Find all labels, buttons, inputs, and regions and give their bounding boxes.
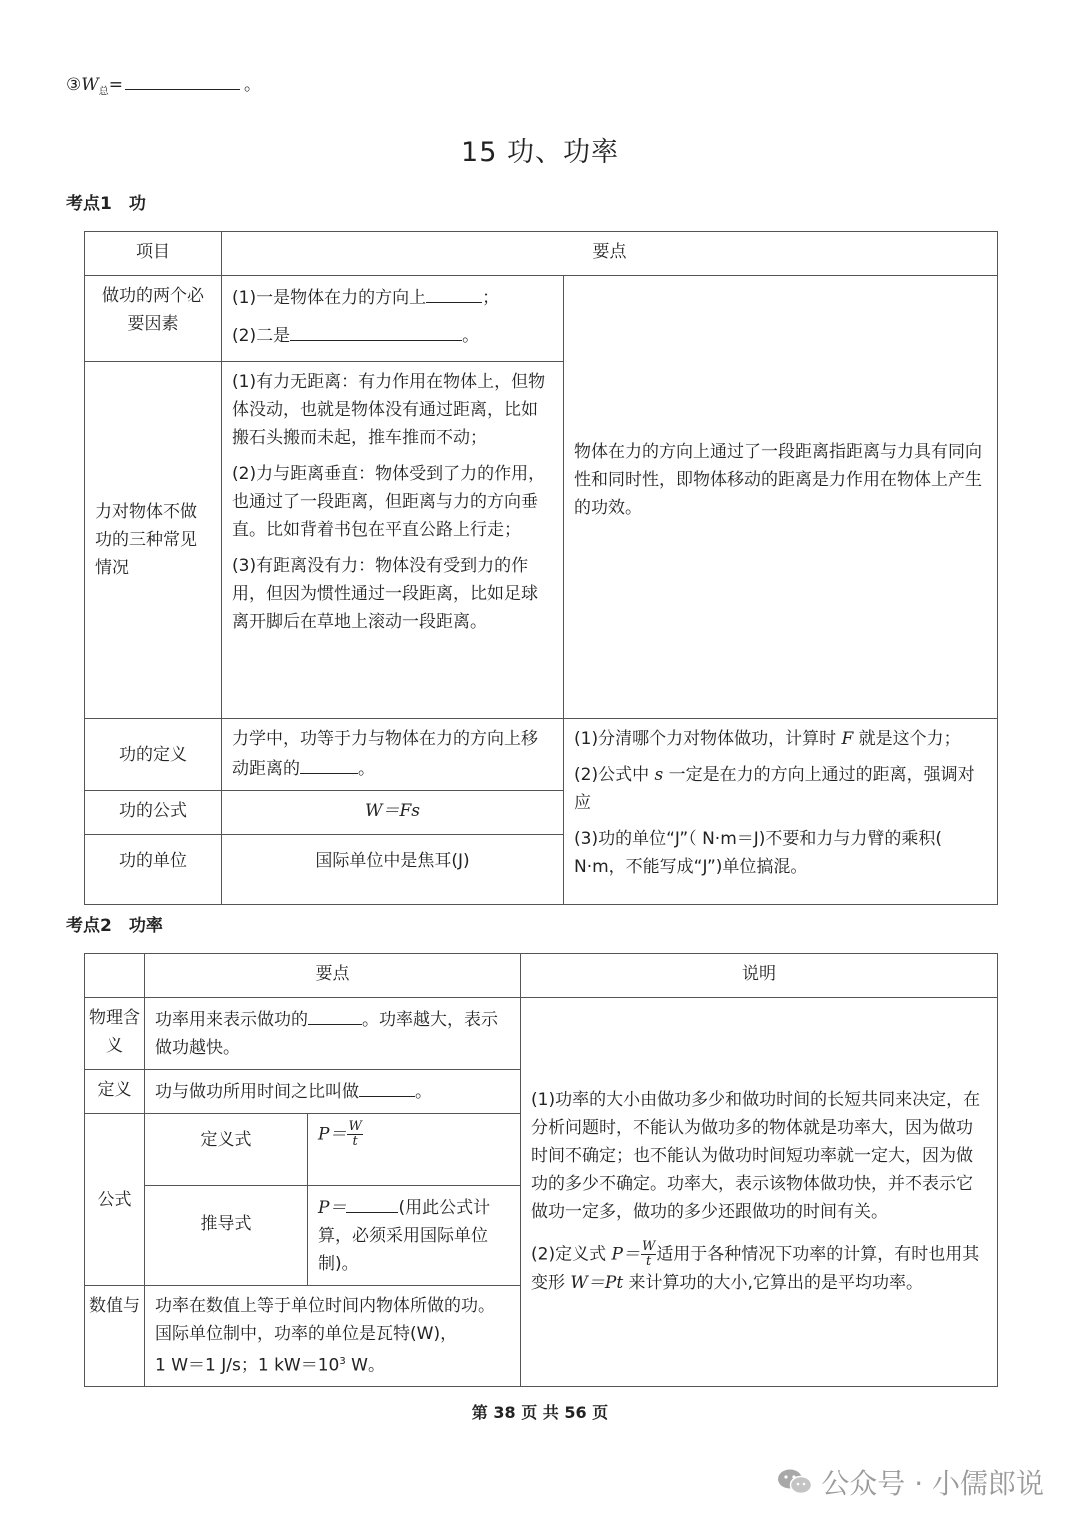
sub1-num: W — [348, 1119, 362, 1134]
note-1 — [574, 725, 987, 753]
note-1-a: (1)分清哪个力对物体做功，计算时 — [574, 729, 842, 749]
blank-6[interactable] — [346, 1192, 398, 1213]
value-text-2: 1 W＝1 J/s；1 kW＝10 — [155, 1355, 340, 1376]
sub1-fraction — [347, 1120, 362, 1149]
label-value: 数值与 — [85, 1286, 145, 1387]
explain-1: (1)功率的大小由做功多少和做功时间的长短共同来决定，在分析问题时，不能认为做功多的物体就是功率大，因为做功时间不确定；也不能认为做功时间短功率就一定大，因为做功的多少不确定。功率大，表示该物体做功快，并不表示它做功一定多，做功的多少还跟做功的时间有关。 — [531, 1090, 981, 1223]
two-elements-cell — [222, 276, 564, 362]
value-sup: 3 — [339, 1356, 346, 1367]
blank-3[interactable] — [300, 753, 358, 774]
unit-cell: 国际单位中是焦耳(J) — [222, 835, 564, 905]
section2-heading: 考点2 功率 — [66, 916, 163, 936]
meaning-text-a: 功率用来表示做功的 — [155, 1010, 308, 1030]
sub2-text: (用此公式计算，必须采用国际单位制)。 — [318, 1198, 491, 1274]
value-text: 功率在数值上等于单位时间内物体所做的功。国际单位制中，功率的单位是瓦特(W)， — [155, 1296, 495, 1344]
explain-2-den: t — [646, 1254, 652, 1270]
explain-2-a: (2)定义式 — [531, 1244, 612, 1265]
header-explanation: 说明 — [521, 954, 998, 998]
header-empty — [85, 954, 145, 998]
sub1-formula — [308, 1114, 521, 1186]
power-table — [84, 953, 998, 1387]
explain-2-fraction — [641, 1240, 656, 1269]
blank-1[interactable] — [426, 282, 482, 303]
header-key-points-2: 要点 — [145, 954, 521, 998]
note-right-top: 物体在力的方向上通过了一段距离指距离与力具有同向性和同时性，即物体移动的距离是力作用在物体上产生的功效。 — [564, 276, 998, 719]
three-cases-cell — [222, 362, 564, 719]
formula-text: W＝Fs — [365, 801, 420, 821]
explain-2-num: W — [641, 1239, 656, 1255]
period: 。 — [243, 75, 261, 95]
element-line-2-end: 。 — [462, 326, 480, 346]
def-text: 功与做功所用时间之比叫做 — [155, 1082, 359, 1102]
explain-2-lhs: P＝ — [611, 1244, 640, 1265]
sub2-formula — [308, 1186, 521, 1286]
meaning-cell — [145, 998, 521, 1070]
explanation-cell — [521, 998, 998, 1387]
label-two-elements: 做功的两个必要因素 — [85, 276, 222, 362]
label-definition: 功的定义 — [85, 719, 222, 791]
def-end: 。 — [415, 1082, 432, 1102]
work-symbol: W — [81, 75, 99, 95]
subscript: 总 — [98, 86, 109, 98]
label-formula: 功的公式 — [85, 791, 222, 835]
sub1-den: t — [352, 1134, 358, 1149]
definition-cell — [222, 719, 564, 791]
header-item: 项目 — [85, 232, 222, 276]
explain-2-b: 适用于各种情况下功率的计算，有时也用其变形 — [531, 1244, 980, 1294]
value-text-3: W。 — [345, 1355, 385, 1376]
element-line-1-text: (1)一是物体在力的方向上 — [232, 288, 427, 308]
previous-question-line — [66, 70, 261, 97]
watermark — [777, 1462, 1044, 1502]
label-meaning: 物理含义 — [85, 998, 145, 1070]
label-def: 定义 — [85, 1070, 145, 1114]
value-cell — [145, 1286, 521, 1387]
blank-2[interactable] — [290, 320, 462, 341]
note-2-var: s — [654, 765, 664, 785]
blank-5[interactable] — [359, 1076, 415, 1097]
element-line-1 — [232, 282, 553, 312]
def-cell — [145, 1070, 521, 1114]
element-line-2-text: (2)二是 — [232, 326, 291, 346]
page-title: 15 功、功率 — [461, 137, 619, 168]
note-1-var: F — [841, 729, 854, 749]
note-2 — [574, 761, 987, 817]
answer-blank[interactable] — [125, 75, 240, 90]
label-unit: 功的单位 — [85, 835, 222, 905]
section1-heading: 考点1 功 — [66, 194, 146, 214]
sub2-label: 推导式 — [145, 1186, 308, 1286]
header-key-points: 要点 — [222, 232, 998, 276]
note-2-a: (2)公式中 — [574, 765, 655, 785]
explain-2-var: W＝Pt — [570, 1273, 624, 1294]
blank-4[interactable] — [308, 1004, 362, 1025]
watermark-text: 公众号 · 小儒郎说 — [821, 1467, 1044, 1500]
explain-2 — [531, 1240, 987, 1297]
meaning-text-b: 。功率越大，表示做功越快。 — [155, 1010, 498, 1058]
label-formula-2: 公式 — [85, 1114, 145, 1286]
case-1: (1)有力无距离：有力作用在物体上，但物体没动，也就是物体没有通过距离，比如搬石头搬而未起，推车推而不动； — [232, 372, 546, 448]
equals: = — [108, 75, 123, 95]
explain-2-c: 来计算功的大小,它算出的是平均功率。 — [623, 1273, 923, 1294]
case-2: (2)力与距离垂直：物体受到了力的作用，也通过了一段距离，但距离与力的方向垂直。比如背着书包在平直公路上行走； — [232, 464, 546, 540]
page-footer: 第 38 页 共 56 页 — [471, 1403, 609, 1422]
wechat-icon — [777, 1468, 813, 1496]
note-2-b: 一定是在力的方向上通过的距离，强调对应 — [574, 765, 975, 813]
note-3: (3)功的单位“J”（ N·m＝J)不要和力与力臂的乘积( N·m，不能写成“J”)单位搞混。 — [574, 829, 943, 877]
element-line-1-end: ； — [482, 288, 500, 308]
note-1-b: 就是这个力； — [853, 729, 961, 749]
definition-end: 。 — [358, 759, 375, 779]
sub2-lhs: P＝ — [318, 1198, 347, 1218]
definition-text: 力学中，功等于力与物体在力的方向上移动距离的 — [232, 729, 538, 779]
element-line-2 — [232, 320, 553, 350]
circled-number: ③ — [66, 75, 82, 95]
label-three-cases: 力对物体不做功的三种常见情况 — [85, 362, 222, 719]
sub1-lhs: P＝ — [318, 1124, 347, 1145]
notes-right-bottom — [564, 719, 998, 905]
sub1-label: 定义式 — [145, 1114, 308, 1186]
formula-cell — [222, 791, 564, 835]
work-table — [84, 231, 998, 905]
case-3: (3)有距离没有力：物体没有受到力的作用，但因为惯性通过一段距离，比如足球离开脚后在草地上滚动一段距离。 — [232, 556, 538, 632]
